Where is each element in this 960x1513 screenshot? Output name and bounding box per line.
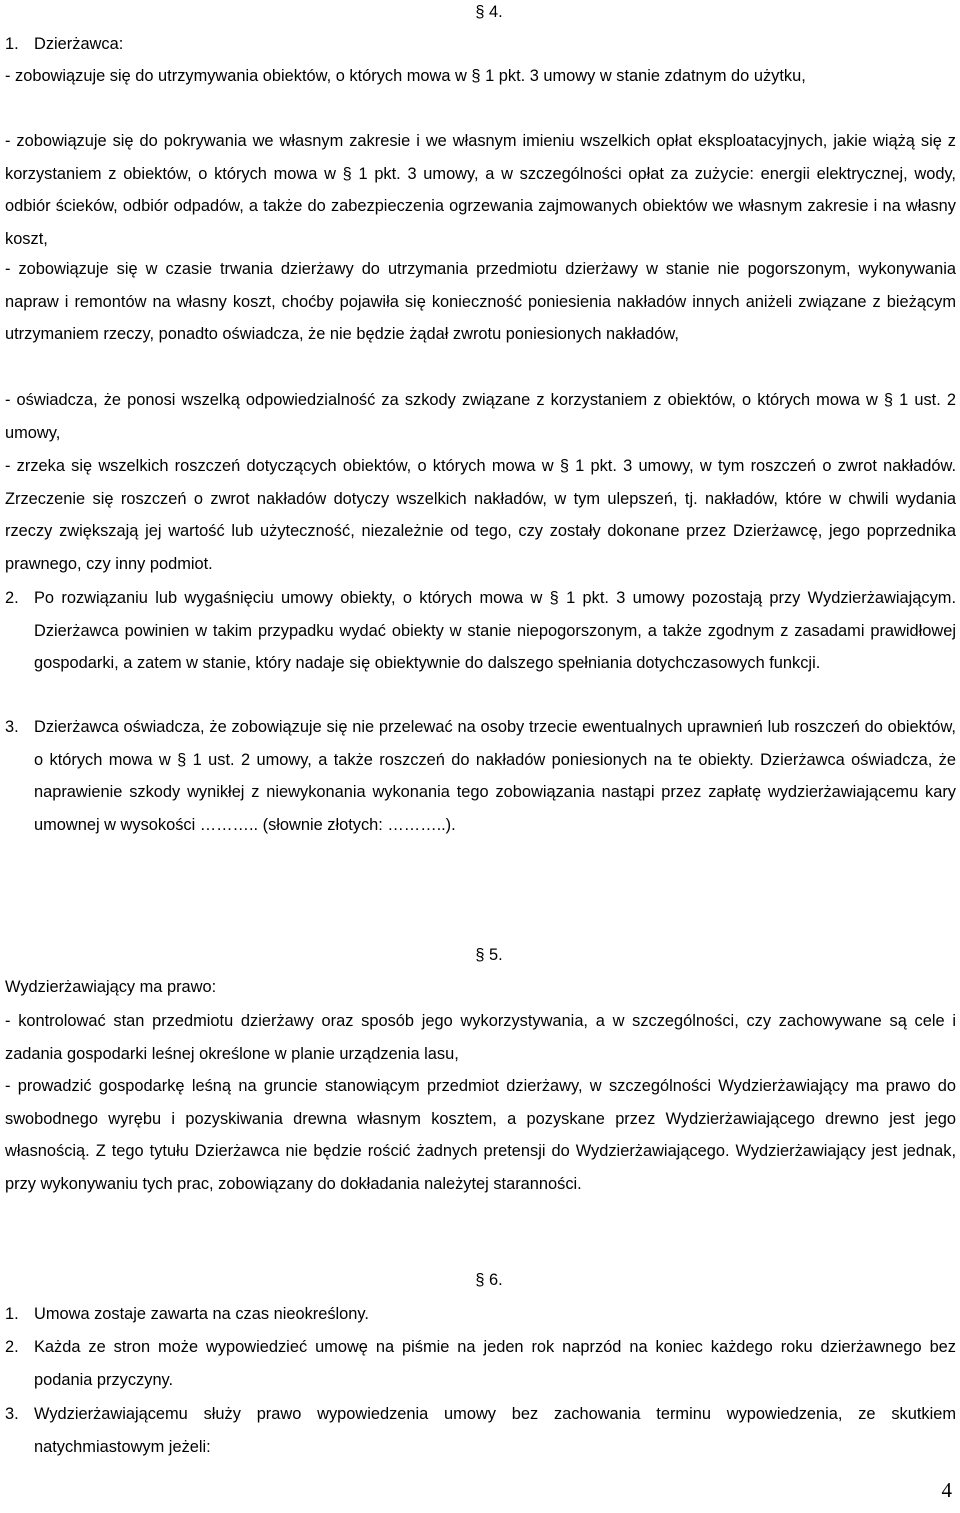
item-text: Umowa zostaje zawarta na czas nieokreślony. [34,1305,369,1323]
item-text: Każda ze stron może wypowiedzieć umowę na piśmie na jeden rok naprzód na koniec każdego roku dzierżawnego bez podania przyczyny. [34,1338,956,1389]
s4-item-1-paragraph: - zobowiązuje się do pokrywania we własnym zakresie i we własnym imieniu wszelkich opłat eksploatacyjnych, jakie wiążą się z korzystaniem z obiektów, o których mowa w § 1 pkt. 3 umowy, a w szczególności opłat za zużycie: energii elektrycznej, wody, odbiór ścieków, odbiór odpadów, a także do zabezpieczenia ogrzewania zajmowanych obiektów we własnym zakresie i na własny koszt, [5,132,956,248]
s6-item-1 [5,1298,956,1331]
item-number: 1. [5,1305,19,1323]
item-number: 3. [5,1405,19,1423]
s5-paragraph: - prowadzić gospodarkę leśną na gruncie stanowiącym przedmiot dzierżawy, w szczególności Wydzierżawiający ma prawo do swobodnego wyrębu i pozyskiwania drewna własnym kosztem, a pozyskane przez Wydzierżawiającego drewno jest jego własnością. Z tego tytułu Dzierżawca nie będzie rościć żadnych pretensji do Wydzierżawiającego. Wydzierżawiający jest jednak, przy wykonywaniu tych prac, zobowiązany do dokładania należytej staranności. [5,1077,956,1193]
s4-item-1-paragraph: - zobowiązuje się do utrzymywania obiektów, o których mowa w § 1 pkt. 3 umowy w stanie zdatnym do użytku, [5,67,806,85]
item-text: Wydzierżawiającemu służy prawo wypowiedzenia umowy bez zachowania terminu wypowiedzenia, ze skutkiem natychmiastowym jeżeli: [34,1405,956,1456]
item-number: 2. [5,1338,19,1356]
item-number: 1. [5,35,19,53]
s4-item-1-paragraph: - zrzeka się wszelkich roszczeń dotyczących obiektów, o których mowa w § 1 pkt. 3 umowy, w tym roszczeń o zwrot nakładów. Zrzeczenie się roszczeń o zwrot nakładów dotyczy wszelkich nakładów, w tym ulepszeń, tj. nakładów, które w chwili wydania rzeczy zwiększają jej wartość lub użyteczność, niezależnie od tego, czy zostały dokonane przez Dzierżawcę, jego poprzednika prawnego, czy inny podmiot. [5,457,956,573]
item-number: 2. [5,589,19,607]
s5-intro: Wydzierżawiający ma prawo: [5,978,217,996]
section-heading-6: § 6. [475,1271,503,1289]
section-heading-4: § 4. [475,3,503,21]
page-number: 4 [941,1478,952,1502]
s4-item-3 [5,711,956,841]
s4-item-1-label [5,28,956,61]
item-text: Dzierżawca oświadcza, że zobowiązuje się nie przelewać na osoby trzecie ewentualnych uprawnień lub roszczeń do obiektów, o których mowa w § 1 ust. 2 umowy, a także roszczeń do nakładów poniesionych na te obiekty. Dzierżawca oświadcza, że naprawienie szkody wynikłej z niewykonania wykonania tego zobowiązania nastąpi przez zapłatę wydzierżawiającemu kary umownej w wysokości ……….. (słownie złotych: ………..). [34,718,956,834]
item-number: 3. [5,718,19,736]
s6-item-2 [5,1331,956,1396]
section-heading-5: § 5. [475,946,503,964]
item-label: Dzierżawca: [34,35,124,53]
s5-paragraph: - kontrolować stan przedmiotu dzierżawy oraz sposób jego wykorzystywania, a w szczególności, czy zachowywane są cele i zadania gospodarki leśnej określone w planie urządzenia lasu, [5,1012,956,1063]
item-text: Po rozwiązaniu lub wygaśnięciu umowy obiekty, o których mowa w § 1 pkt. 3 umowy pozostają przy Wydzierżawiającym. Dzierżawca powinien w takim przypadku wydać obiekty w stanie niepogorszonym, a także zgodnym z zasadami prawidłowej gospodarki, a zatem w stanie, który nadaje się obiektywnie do dalszego spełniania dotychczasowych funkcji. [34,589,956,673]
s4-item-1-paragraph: - zobowiązuje się w czasie trwania dzierżawy do utrzymania przedmiotu dzierżawy w stanie nie pogorszonym, wykonywania napraw i remontów na własny koszt, choćby pojawiła się konieczność poniesienia nakładów innych aniżeli związane z bieżącym utrzymaniem rzeczy, ponadto oświadcza, że nie będzie żądał zwrotu poniesionych nakładów, [5,260,956,344]
s4-item-2 [5,582,956,680]
s4-item-1-paragraph: - oświadcza, że ponosi wszelką odpowiedzialność za szkody związane z korzystaniem z obiektów, o których mowa w § 1 ust. 2 umowy, [5,391,956,442]
s6-item-3 [5,1398,956,1463]
